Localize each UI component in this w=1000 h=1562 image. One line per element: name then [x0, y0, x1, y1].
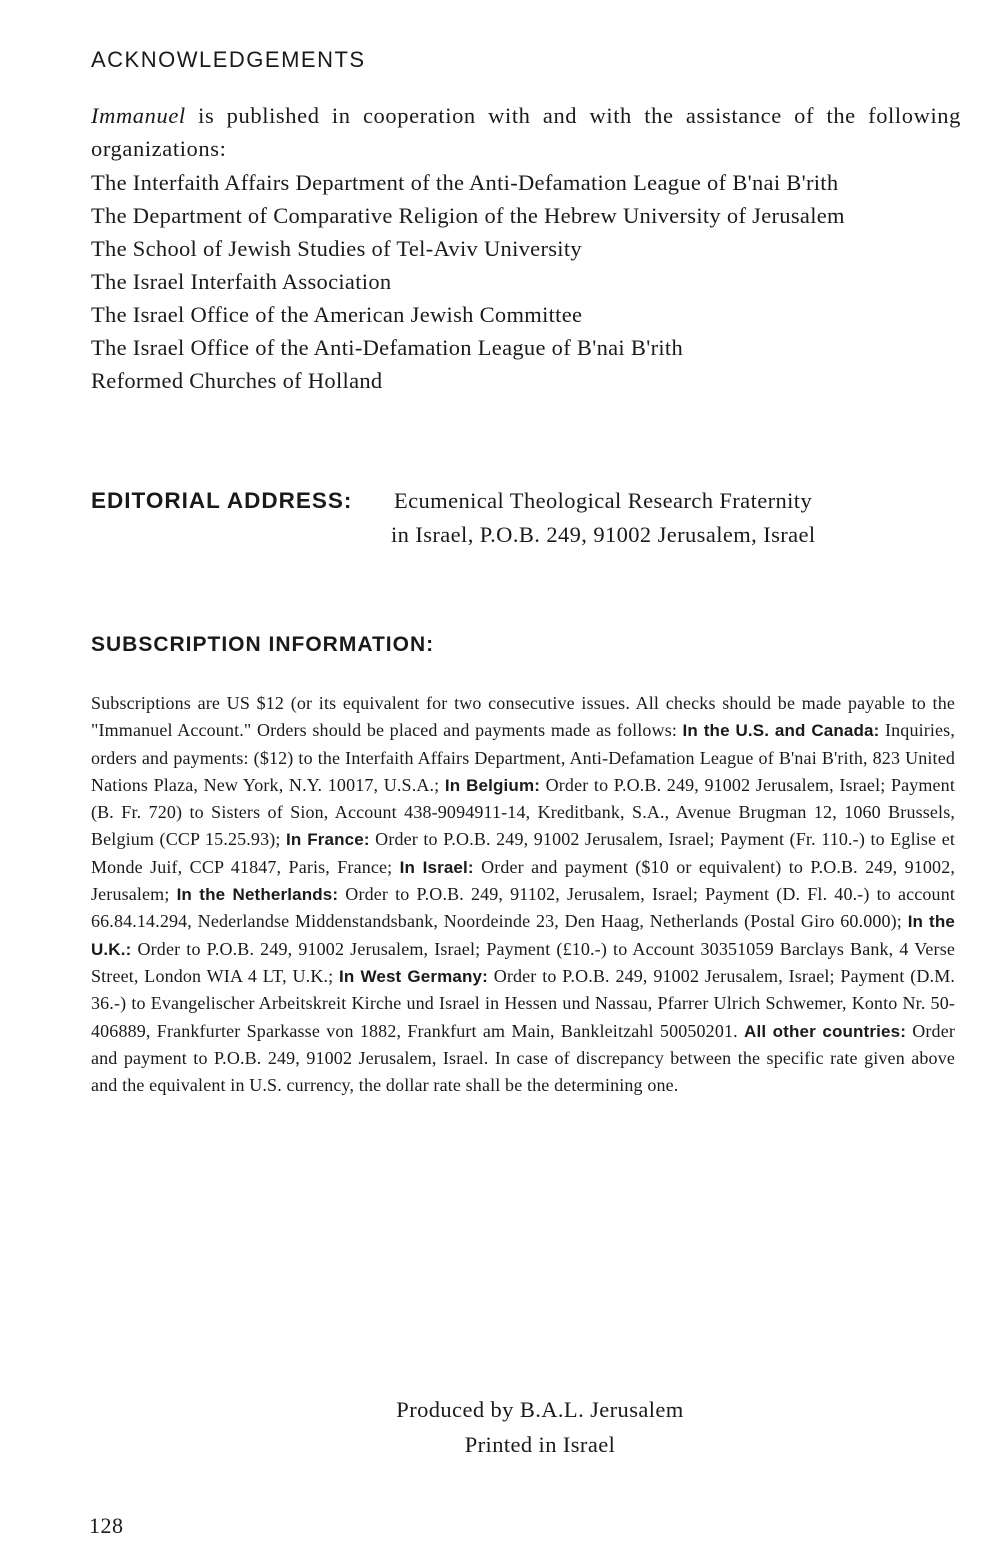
- subscription-segment: Order to P.O.B. 249, 91102, Jerusalem, Israel; Payment (D. Fl. 40.-) to account 66.84.14.294, Nederlandse Middenstandsbank, Noordeinde 23, Den Haag, Netherlands (Postal Giro 60.000);: [91, 884, 956, 932]
- organization-list: [91, 166, 845, 397]
- subscription-segment: Order and payment to P.O.B. 249, 91002 Jerusalem, Israel. In case of discrepancy between the specific rate given above and the equivalent in U.S. currency, the dollar rate shall be the determining one.: [91, 1020, 955, 1096]
- organization-item: The Israel Interfaith Association: [91, 269, 392, 294]
- acknowledgements-heading: ACKNOWLEDGEMENTS: [91, 47, 366, 72]
- intro-text: is published in cooperation with and with the assistance of the following organizations:: [91, 103, 961, 161]
- organization-item: The Interfaith Affairs Department of the Anti-Defamation League of B'nai B'rith: [91, 170, 839, 195]
- subscription-segment: Order to P.O.B. 249, 91002 Jerusalem, Israel; Payment (Fr. 110.-) to Eglise et Monde Juif, CCP 41847, Paris, France;: [91, 829, 955, 877]
- produced-by: Produced by B.A.L. Jerusalem: [396, 1397, 684, 1422]
- subscription-segment: Subscriptions are US $12 (or its equivalent for two consecutive issues. All checks should be made payable to the "Immanuel Account." Orders should be placed and payments made as follows:: [91, 693, 955, 741]
- subscription-country-label: In Belgium:: [444, 775, 541, 795]
- organization-item: The School of Jewish Studies of Tel-Aviv University: [91, 236, 582, 261]
- acknowledgements-intro: [91, 99, 961, 165]
- journal-title: Immanuel: [91, 103, 186, 128]
- page-number: 128: [89, 1513, 124, 1538]
- subscription-country-label: In the Netherlands:: [176, 885, 339, 905]
- colophon: [300, 1392, 780, 1462]
- subscription-segment: Order to P.O.B. 249, 91002 Jerusalem, Israel; Payment (D.M. 36.-) to Evangelischer Arbeitskreit Kirche und Israel in Hessen und Nassau, Pfarrer Ulrich Schwemer, Konto Nr. 50-406889, Frankfurter Sparkasse von 1882, Frankfurt am Main, Bankleitzahl 50050201.: [91, 965, 955, 1041]
- subscription-country-label: In the U.K.:: [91, 912, 955, 959]
- subscription-country-label: In the U.S. and Canada:: [682, 721, 880, 741]
- subscription-country-label: In France:: [286, 830, 370, 850]
- subscription-segment: Order and payment ($10 or equivalent) to P.O.B. 249, 91002, Jerusalem;: [91, 856, 955, 905]
- organization-item: The Department of Comparative Religion of the Hebrew University of Jerusalem: [91, 203, 845, 228]
- subscription-text: [91, 690, 955, 1099]
- subscription-segment: Order to P.O.B. 249, 91002 Jerusalem, Israel; Payment (£10.-) to Account 30351059 Barclays Bank, 4 Verse Street, London WIA 4 LT, U.K.;: [91, 938, 955, 986]
- organization-item: The Israel Office of the Anti-Defamation League of B'nai B'rith: [91, 335, 684, 360]
- subscription-segment: Order to P.O.B. 249, 91002 Jerusalem, Israel; Payment (B. Fr. 720) to Sisters of Sion, Account 438-9094911-14, Kreditbank, S.A., Avenue Brugman 12, 1060 Brussels, Belgium (CCP 15.25.93);: [91, 774, 955, 850]
- subscription-country-label: In West Germany:: [339, 966, 488, 986]
- organization-item: Reformed Churches of Holland: [91, 368, 383, 393]
- editorial-address-label: EDITORIAL ADDRESS:: [91, 488, 353, 513]
- editorial-address-line-2: in Israel, P.O.B. 249, 91002 Jerusalem, Israel: [391, 522, 816, 547]
- editorial-address-line-1: Ecumenical Theological Research Fraternity: [394, 488, 813, 513]
- subscription-country-label: In Israel:: [399, 857, 474, 877]
- subscription-country-label: All other countries:: [744, 1021, 907, 1041]
- printed-in: Printed in Israel: [464, 1432, 616, 1457]
- organization-item: The Israel Office of the American Jewish Committee: [91, 302, 583, 327]
- subscription-heading: SUBSCRIPTION INFORMATION:: [91, 633, 435, 656]
- subscription-segment: Inquiries, orders and payments: ($12) to the Interfaith Affairs Department, Anti-Defamation League of B'nai B'rith, 823 United Nations Plaza, New York, N.Y. 10017, U.S.A.;: [91, 720, 955, 795]
